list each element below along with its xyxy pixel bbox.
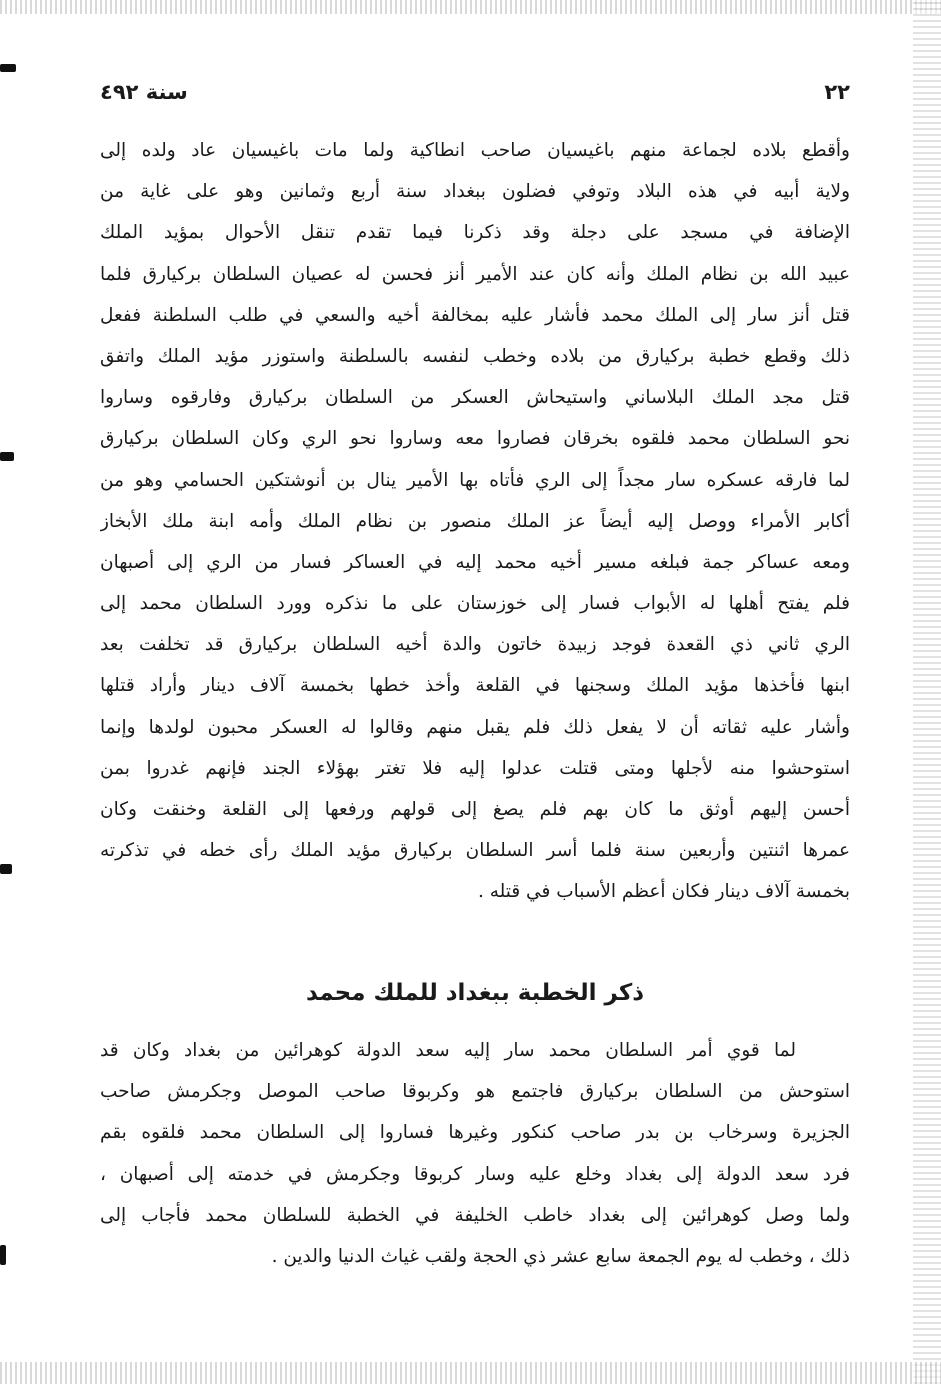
running-head-year: سنة ٤٩٢ — [100, 80, 188, 104]
text-line: فلم يفتح أهلها له الأبواب فسار إلى خوزستان على ما نذكره وورد السلطان محمد إلى — [100, 593, 850, 615]
margin-mark — [0, 864, 12, 874]
text-line: ابنها فأخذها مؤيد الملك وسجنها في القلعة وأخذ خطها بخمسة آلاف دينار وأراد قتلها — [100, 675, 850, 697]
text-line: أكابر الأمراء ووصل إليه أيضاً عز الملك منصور بن نظام الملك وأمه ابنة ملك الأبخاز — [100, 510, 850, 532]
text-line: الجزيرة وسرخاب بن بدر صاحب كنكور وغيرها فساروا إلى السلطان محمد فلقوه بقم — [100, 1122, 850, 1144]
text-line: ذلك وقطع خطبة بركيارق من بلاده وخطب لنفسه بالسلطنة واستوزر مؤيد الملك واتفق — [100, 345, 850, 367]
margin-mark — [0, 452, 14, 461]
text-line: عمرها اثنتين وأربعين سنة فلما أسر السلطان بركيارق مؤيد الملك رأى خطه في تذكرته — [100, 840, 850, 862]
text-line: ذلك ، وخطب له يوم الجمعة سابع عشر ذي الحجة ولقب غياث الدنيا والدين . — [271, 1245, 850, 1267]
text-line: عبيد الله بن نظام الملك وأنه كان عند الأمير أنز فحسن له عصيان السلطان بركيارق فلما — [100, 263, 850, 285]
text-line: قتل أنز سار إلى الملك محمد فأشار عليه بمخالفة أخيه والسعي في طلب السلطنة ففعل — [100, 304, 850, 326]
top-border-ornament — [0, 0, 941, 14]
text-line: نحو السلطان محمد فلقوه بخرقان فصاروا معه وساروا نحو الري وكان السلطان بركيارق — [100, 428, 850, 450]
page-header — [100, 80, 850, 116]
section-heading: ذكر الخطبة ببغداد للملك محمد — [305, 980, 645, 1006]
text-line: الإضافة في مسجد على دجلة وقد ذكرنا فيما تقدم تنقل الأحوال بمؤيد الملك — [100, 222, 850, 244]
text-line: لما قوي أمر السلطان محمد سار إليه سعد الدولة كوهرائين من بغداد وكان قد — [100, 1040, 796, 1061]
bottom-border-ornament — [0, 1362, 941, 1384]
text-line: ولما وصل كوهرائين إلى بغداد خاطب الخليفة في الخطبة للسلطان محمد فأجاب إلى — [100, 1204, 850, 1226]
margin-mark — [0, 1245, 6, 1265]
paragraph-section — [100, 1030, 850, 1277]
margin-mark — [0, 64, 16, 72]
text-line: قتل مجد الملك البلاساني واستيحاش العسكر من السلطان بركيارق وفارقوه وساروا — [100, 387, 850, 409]
text-line: الري ثاني ذي القعدة فوجد زبيدة خاتون والدة أخيه السلطان بركيارق قد تخلفت بعد — [100, 634, 850, 656]
text-line: أحسن إليهم أوثق ما كان بهم فلم يصغ إلى قولهم ورفعها إلى القلعة وخنقت وكان — [100, 799, 850, 820]
text-line: ولاية أبيه في هذه البلاد وتوفي فضلون ببغداد سنة أربع وثمانين وهو على غاية من — [100, 181, 850, 203]
right-border-ornament — [913, 0, 941, 1384]
text-line: لما فارقه عسكره سار مجداً إلى الري فأتاه بها الأمير ينال بن أنوشتكين الحسامي وهو من — [100, 469, 850, 491]
text-line: وأشار عليه ثقاته أن لا يفعل ذلك فلم يقبل منهم وقالوا له العسكر محبون لولدها وإنما — [100, 716, 850, 738]
page-number: ٢٢ — [824, 80, 850, 104]
text-line: استوحشوا منه لأجلها ومتى قتلت عدلوا إليه فلا تغتر بهؤلاء الجند فإنهم غدروا بمن — [100, 757, 850, 779]
text-line: استوحش من السلطان بركيارق فاجتمع هو وكربوقا صاحب الموصل وجكرمش صاحب — [100, 1081, 850, 1103]
paragraph-main — [100, 130, 850, 913]
text-line: وأقطع بلاده لجماعة منهم باغيسيان صاحب انطاكية ولما مات باغيسيان عاد ولده إلى — [100, 140, 850, 161]
text-line: فرد سعد الدولة إلى بغداد وخلع عليه وسار كربوقا وجكرمش في خدمته إلى أصبهان ، — [100, 1163, 850, 1185]
text-line: ومعه عساكر جمة فبلغه مسير أخيه محمد إليه في العساكر فسار من الري إلى أصبهان — [100, 551, 850, 573]
text-line: بخمسة آلاف دينار فكان أعظم الأسباب في قتله . — [477, 881, 850, 903]
